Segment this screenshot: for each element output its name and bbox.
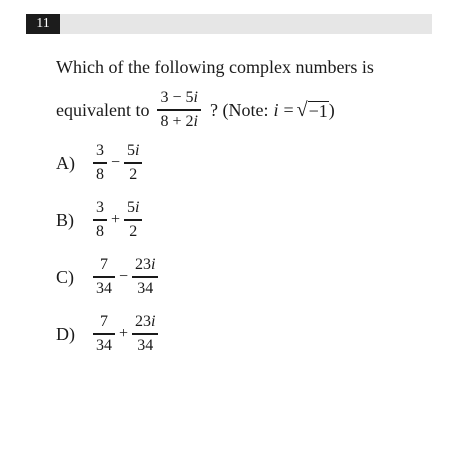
choice-fraction-2: $\frac{5i}{2}$ [124,142,142,183]
question-header-bar [26,14,432,34]
choice-operator: + [111,211,121,228]
question-number: 11 [26,14,60,34]
answer-choice-a[interactable] [56,140,145,186]
expression-numerator: 3 − 5i [160,89,198,107]
answer-choice-c[interactable] [56,254,161,300]
note-variable: i [273,99,279,120]
choice-fraction-1: $\frac{3}{8}$ [93,199,107,240]
choice-fraction-1: $\frac{3}{8}$ [93,142,107,183]
question-stem-line2 [56,88,335,132]
answer-choice-b[interactable] [56,197,145,243]
choice-fraction-2: $\frac{23i}{34}$ [132,313,158,354]
question-stem-line1: Which of the following complex numbers is [56,57,374,77]
choice-operator: − [111,154,121,171]
choice-fraction-1: $\frac{7}{34}$ [93,256,115,297]
radical-sign: √ [296,99,308,121]
choice-letter: C) [56,266,74,287]
choice-letter: A) [56,152,75,173]
square-root [297,100,329,120]
fraction-bar [157,109,200,110]
radicand: −1 [308,101,328,121]
choice-letter: D) [56,323,75,344]
choice-fraction-1: $\frac{7}{34}$ [93,313,115,354]
note-prefix: ? (Note: [209,99,269,120]
note-suffix: ) [328,99,335,120]
choice-letter: B) [56,209,74,230]
expression-denominator: 8 + 2i [160,112,198,130]
choice-operator: − [119,268,129,285]
choice-fraction-2: $\frac{5i}{2}$ [124,199,142,240]
stem-prefix: equivalent to [56,99,150,120]
note-equals: = [283,99,294,120]
expression-fraction [157,89,200,130]
choice-fraction-2: $\frac{23i}{34}$ [132,256,158,297]
answer-choice-d[interactable] [56,311,161,357]
choice-operator: + [119,325,129,342]
